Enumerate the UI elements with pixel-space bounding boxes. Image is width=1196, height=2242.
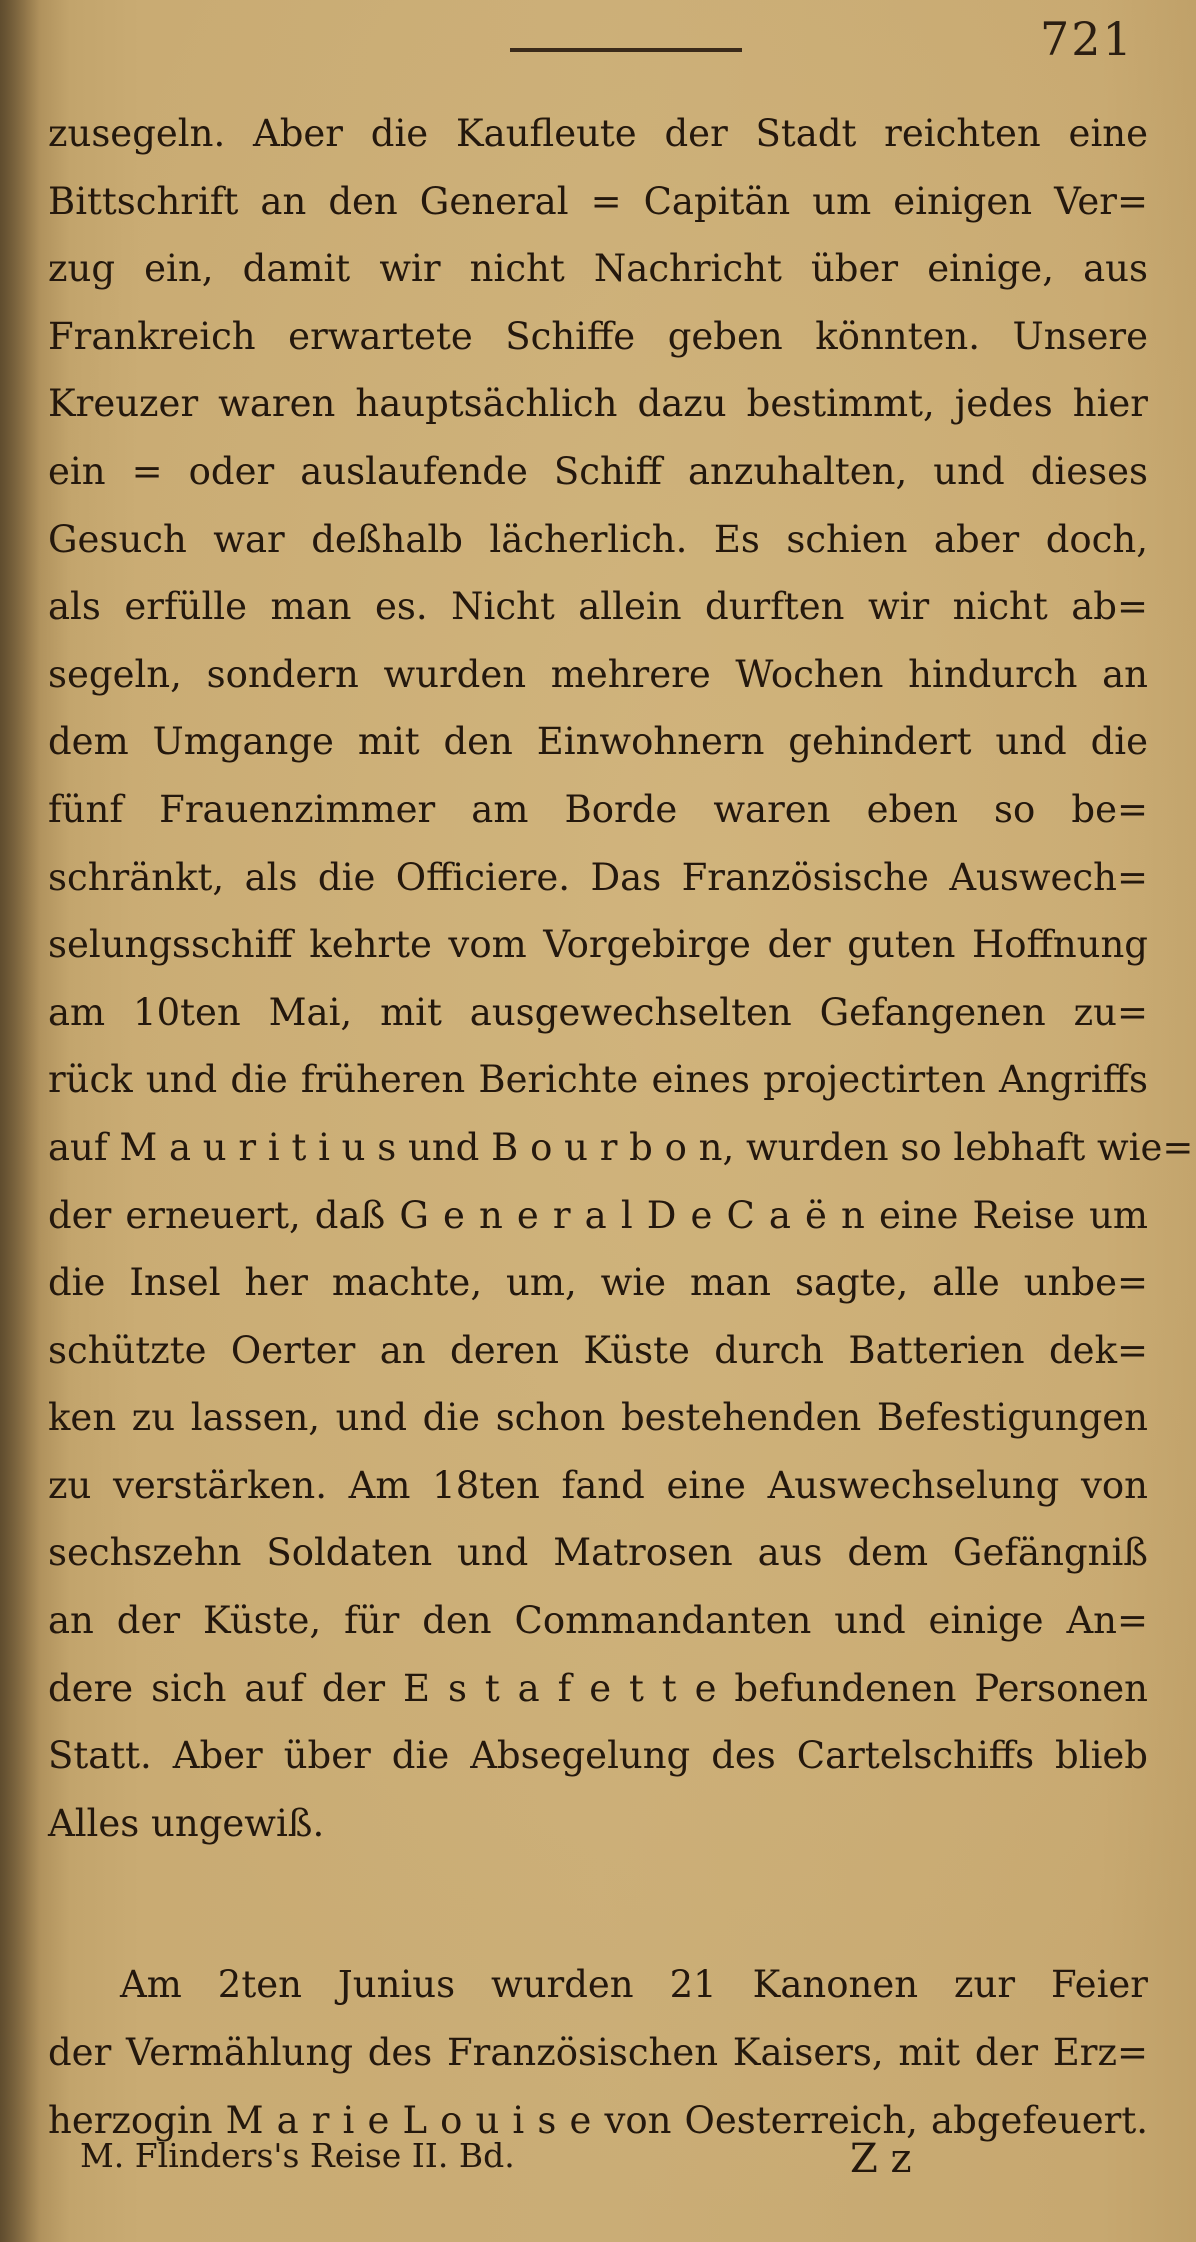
page-footer: [80, 2136, 1150, 2196]
text-line: der Vermählung des Französischen Kaisers, mit der Erz=: [48, 2031, 1148, 2075]
text-line: Bittschrift an den General = Capitän um einigen Ver=: [48, 179, 1148, 223]
text-line: dem Umgange mit den Einwohnern gehindert und die: [48, 720, 1148, 764]
text-line: Gesuch war deßhalb lächerlich. Es schien aber doch,: [48, 517, 1148, 561]
paragraph-1: [48, 100, 1194, 1857]
text-line: ken zu lassen, und die schon bestehenden Befestigungen: [48, 1396, 1148, 1440]
body-text: [48, 100, 1194, 2154]
text-line: als erfülle man es. Nicht allein durften wir nicht ab=: [48, 585, 1148, 629]
text-line: rück und die früheren Berichte eines projectirten Angriffs: [48, 1058, 1148, 1102]
text-line: zusegeln. Aber die Kaufleute der Stadt reichten eine: [48, 112, 1148, 155]
header-rule: [510, 48, 742, 52]
text-line: zu verstärken. Am 18ten fand eine Auswechselung von: [48, 1463, 1148, 1507]
paragraph-gap: [48, 1857, 1148, 1951]
text-line: schützte Oerter an deren Küste durch Batterien dek=: [48, 1328, 1148, 1372]
text-line: segeln, sondern wurden mehrere Wochen hindurch an: [48, 652, 1148, 696]
text-line: ein = oder auslaufende Schiff anzuhalten, und dieses: [48, 449, 1148, 493]
text-line: sechszehn Soldaten und Matrosen aus dem Gefängniß: [48, 1531, 1148, 1575]
text-line: auf M a u r i t i u s und B o u r b o n, wurden so lebhaft wie=: [48, 1125, 1194, 1169]
text-line: Alles ungewiß.: [48, 1801, 325, 1845]
signature-line: M. Flinders's Reise II. Bd.: [80, 2136, 515, 2175]
paragraph-2: [48, 1951, 1148, 2154]
text-line: selungsschiff kehrte vom Vorgebirge der guten Hoffnung: [48, 923, 1148, 967]
text-line: herzogin M a r i e L o u i s e von Oesterreich, abgefeuert.: [48, 2098, 1148, 2142]
text-line: schränkt, als die Officiere. Das Französische Auswech=: [48, 855, 1148, 899]
text-line: Kreuzer waren hauptsächlich dazu bestimmt, jedes hier: [48, 382, 1148, 426]
text-line: Statt. Aber über die Absegelung des Cartelschiffs blieb: [48, 1734, 1148, 1778]
text-line: Frankreich erwartete Schiffe geben könnten. Unsere: [48, 314, 1148, 358]
text-line: zug ein, damit wir nicht Nachricht über einige, aus: [48, 247, 1148, 291]
text-line: der erneuert, daß G e n e r a l D e C a ë n eine Reise um: [48, 1193, 1148, 1237]
text-line: die Insel her machte, um, wie man sagte, alle unbe=: [48, 1261, 1148, 1305]
text-line: dere sich auf der E s t a f e t t e befundenen Personen: [48, 1666, 1148, 1710]
page-number: 721: [1040, 12, 1134, 66]
text-line: an der Küste, für den Commandanten und einige An=: [48, 1599, 1148, 1643]
signature-mark: Z z: [850, 2136, 912, 2182]
text-line: fünf Frauenzimmer am Borde waren eben so be=: [48, 787, 1148, 831]
text-line: am 10ten Mai, mit ausgewechselten Gefangenen zu=: [48, 990, 1148, 1034]
text-line: Am 2ten Junius wurden 21 Kanonen zur Feier: [120, 1963, 1148, 2007]
binding-shadow: [0, 0, 40, 2242]
